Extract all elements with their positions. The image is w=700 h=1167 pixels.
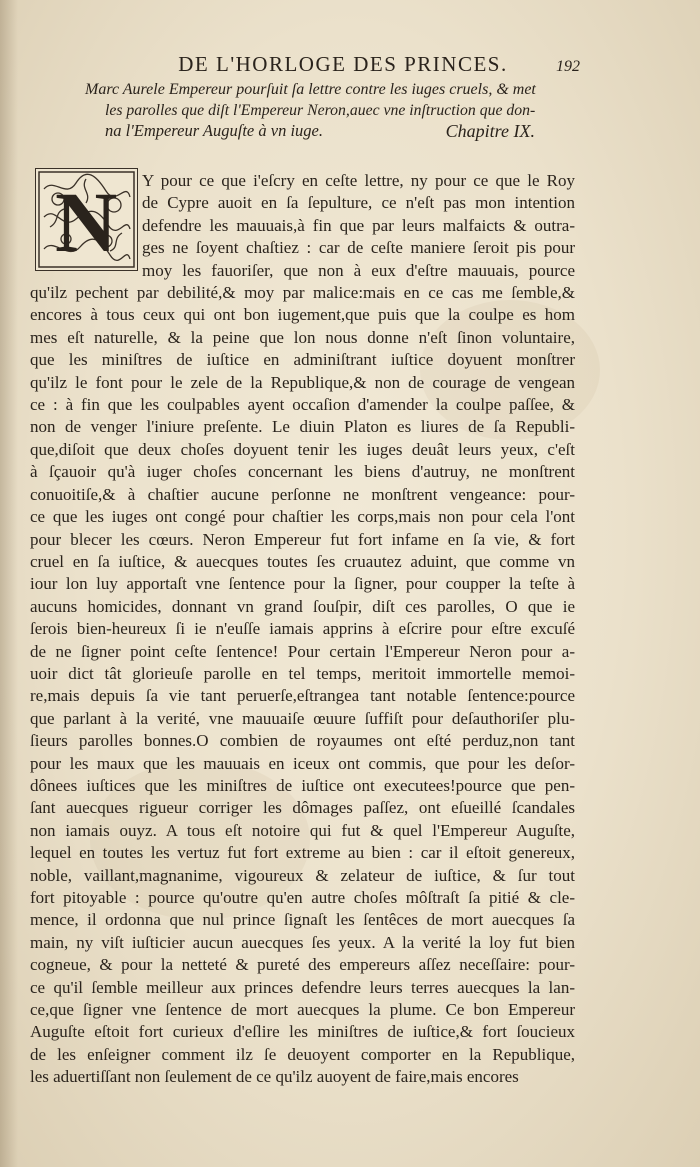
body-line: Auguſte eſtoit fort curieux d'eſlire les miniſtres de iuſtice,& fort ſoucieux [30,1022,575,1042]
body-line: uoir dict tât glorieuſe parolle en tel temps, meritoit immortelle memoi- [30,663,575,683]
body-line: defendre les mauuais,à fin que par leurs malfaicts & outra- [142,215,575,235]
body-line: conuoitiſe,& à chaſtier aucune perſonne ne monſtrent vengeance: pour- [30,484,575,504]
body-line: que les miniſtres de iuſtice en adminiſtrant iuſtice doyuent monſtrer [30,350,575,370]
body-line: ce : à fin que les coulpables ayent occaſion d'amender la coulpe paſſee, & [30,395,575,415]
body-line: les aduertiſſant non ſeulement de ce qu'ilz auoyent de faire,mais encores [30,1067,519,1087]
body-line: iour lon luy apportaſt vne ſentence pour la ſigner, pour coupper la teſte à [30,574,575,594]
body-line: non de venger l'iniure preſente. Le diuin Platon es liures de ſa Republi- [30,417,575,437]
body-line: mes eſt naturelle, & la peine que lon nous donne n'eſt ſinon voluntaire, [30,327,575,347]
body-line: que parlant à la verité, vne mauuaiſe œuure ſuffiſt pour deſauthoriſer plu- [30,708,575,728]
drop-cap-letter: N [54,174,118,270]
body-line: non iamais ouyz. A tous eſt notoire qui fut & quel l'Empereur Auguſte, [30,820,575,840]
body-line: ce qu'il ſemble meilleur aux princes defendre leurs terres auecques la lan- [30,977,575,997]
body-line: moy les fauoriſer, que non à eux d'eſtre mauuais, pource [142,260,575,280]
chapter-heading-line: na l'Empereur Auguſte à vn iuge. [105,121,323,140]
body-line: que,diſoit que deux choſes doyuent tenir les iuges deuât leurs yeux, c'eſt [30,439,575,459]
body-line: à ſçauoir qu'à iuger choſes concernant les biens d'autruy, ne monſtrent [30,462,575,482]
body-line: qu'ilz le font pour le zele de la Republique,& non de courage de vengean [30,372,575,392]
body-line: ce que les iuges ont congé pour chaſtier les corps,mais non pour cela l'ont [30,507,575,527]
body-line: de Cypre auoit en ſa ſepulture, ce n'eſt pas mon intention [142,193,575,213]
body-line: pour les maux que les mauuais en iceux ont commis, que pour les deſor- [30,753,575,773]
chapter-heading-line: Marc Aurele Empereur pourſuit ſa lettre contre les iuges cruels, & met [85,81,536,98]
body-line: ce,que ſigner vne ſentence de mort auecques la plume. Ce bon Empereur [30,1000,575,1020]
page-number: 192 [556,58,580,75]
body-line: cruel en ſa iuſtice, & auecques toutes ſes cruautez aduint, que comme vn [30,551,575,571]
body-line: re,mais depuis ſa vie tant peruerſe,eſtrangea tant notable ſentence:pource [30,686,575,706]
body-line: encores à tous ceux qui ont bon iugement,que puis que la coulpe es hom [30,305,575,325]
body-line: ſieurs parolles bonnes.O combien de royaumes ont eſté perduz,non tant [30,731,575,751]
body-line: dônees iuſtices que les miniſtres de iuſtice ont executees!pource que pen- [30,775,575,795]
body-line: mence, il ordonna que nul prince ſignaſt les ſentêces de mort auecques ſa [30,910,575,930]
body-line: lequel en toutes les vertuz fut fort extreme au bien : car il eſtoit genereux, [30,843,575,863]
chapter-label: Chapitre IX. [445,121,535,141]
body-line: pour blecer les cœurs. Neron Empereur fut fort infame en ſa vie, & fort [30,529,575,549]
body-line: de les enſeigner comment ilz ſe deuoyent comporter en la Republique, [30,1044,575,1064]
running-head: DE L'HORLOGE DES PRINCES. [178,52,508,76]
body-line: aucuns homicides, donnant vn grand ſouſpir, diſt ces parolles, O que ie [30,596,575,616]
gutter-shadow [0,0,18,1167]
body-line: qu'ilz pechent par debilité,& moy par malice:mais en ce cas me ſemble,& [30,283,575,303]
body-line: cogneue, & pour la netteté & pureté des empereurs aſſez neceſſaire: pour- [30,955,575,975]
body-line: fort pitoyable : pource qu'outre qu'en autre choſes môſtraſt ſa pitié & cle- [30,888,575,907]
body-line: noble, vaillant,magnanime, vigoureux & zelateur de iuſtice, & ſur tout [30,865,575,885]
body-line: main, ny viſt iuſticier aucun auecques ſes yeux. A la verité la loy fut bien [30,932,575,952]
body-line: de ne ſigner point ceſte ſentence! Pour certain l'Empereur Neron pour a- [30,641,575,661]
body-line: ſerois bien-heureux ſi ie n'euſſe iamais apprins à eſcrire pour eſtre excuſé [30,619,575,639]
chapter-heading-last-row [85,121,535,142]
body-line: Y pour ce que i'eſcry en ceſte lettre, ny pour ce que le Roy [142,171,575,190]
chapter-heading-line: les parolles que diſt l'Empereur Neron,auec vne inſtruction que don- [105,101,536,119]
body-line: ſant auecques rigueur corriger les dômages paſſez, ont eſueillé ſcandales [30,798,575,818]
body-line: ges ne ſoyent chaſtiez : car de ceſte maniere ſeroit pis pour [142,238,575,258]
body-text [30,170,575,1089]
chapter-heading [85,80,535,142]
